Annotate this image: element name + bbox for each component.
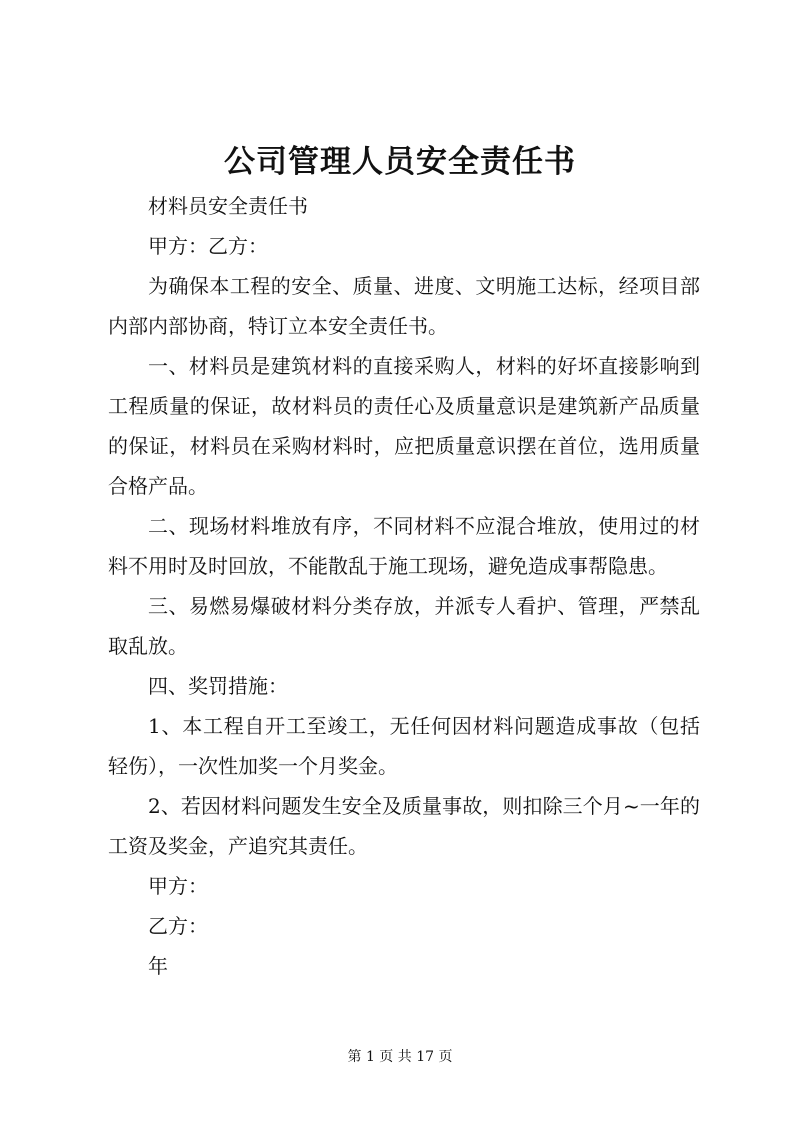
clause-2-paragraph: 二、现场材料堆放有序，不同材料不应混合堆放，使用过的材料不用时及时回放，不能散乱于施工现场，避免造成事帮隐患。 [108, 514, 700, 578]
parties-paragraph: 甲方：乙方： [148, 234, 268, 258]
page-number-footer: 第 1 页 共 17 页 [347, 1049, 453, 1065]
document-title: 公司管理人员安全责任书 [224, 144, 576, 180]
party-a-signature-line: 甲方： [148, 874, 208, 898]
date-line: 年 [148, 954, 168, 978]
subtitle-paragraph: 材料员安全责任书 [148, 194, 308, 218]
party-b-signature-line: 乙方： [148, 914, 208, 938]
penalty-paragraph: 2、若因材料问题发生安全及质量事故，则扣除三个月~一年的工资及奖金，产追究其责任。 [108, 794, 700, 858]
document-body [108, 186, 700, 986]
clause-3-paragraph: 三、易燃易爆破材料分类存放，并派专人看护、管理，严禁乱取乱放。 [108, 594, 700, 658]
clause-1-paragraph: 一、材料员是建筑材料的直接采购人，材料的好坏直接影响到工程质量的保证，故材料员的责任心及质量意识是建筑新产品质量的保证，材料员在采购材料时，应把质量意识摆在首位，选用质量合格产品。 [108, 354, 700, 498]
reward-paragraph: 1、本工程自开工至竣工，无任何因材料问题造成事故（包括轻伤），一次性加奖一个月奖金。 [108, 714, 700, 778]
clause-4-heading: 四、奖罚措施： [148, 674, 288, 698]
intro-paragraph: 为确保本工程的安全、质量、进度、文明施工达标，经项目部内部内部协商，特订立本安全责任书。 [108, 274, 700, 338]
